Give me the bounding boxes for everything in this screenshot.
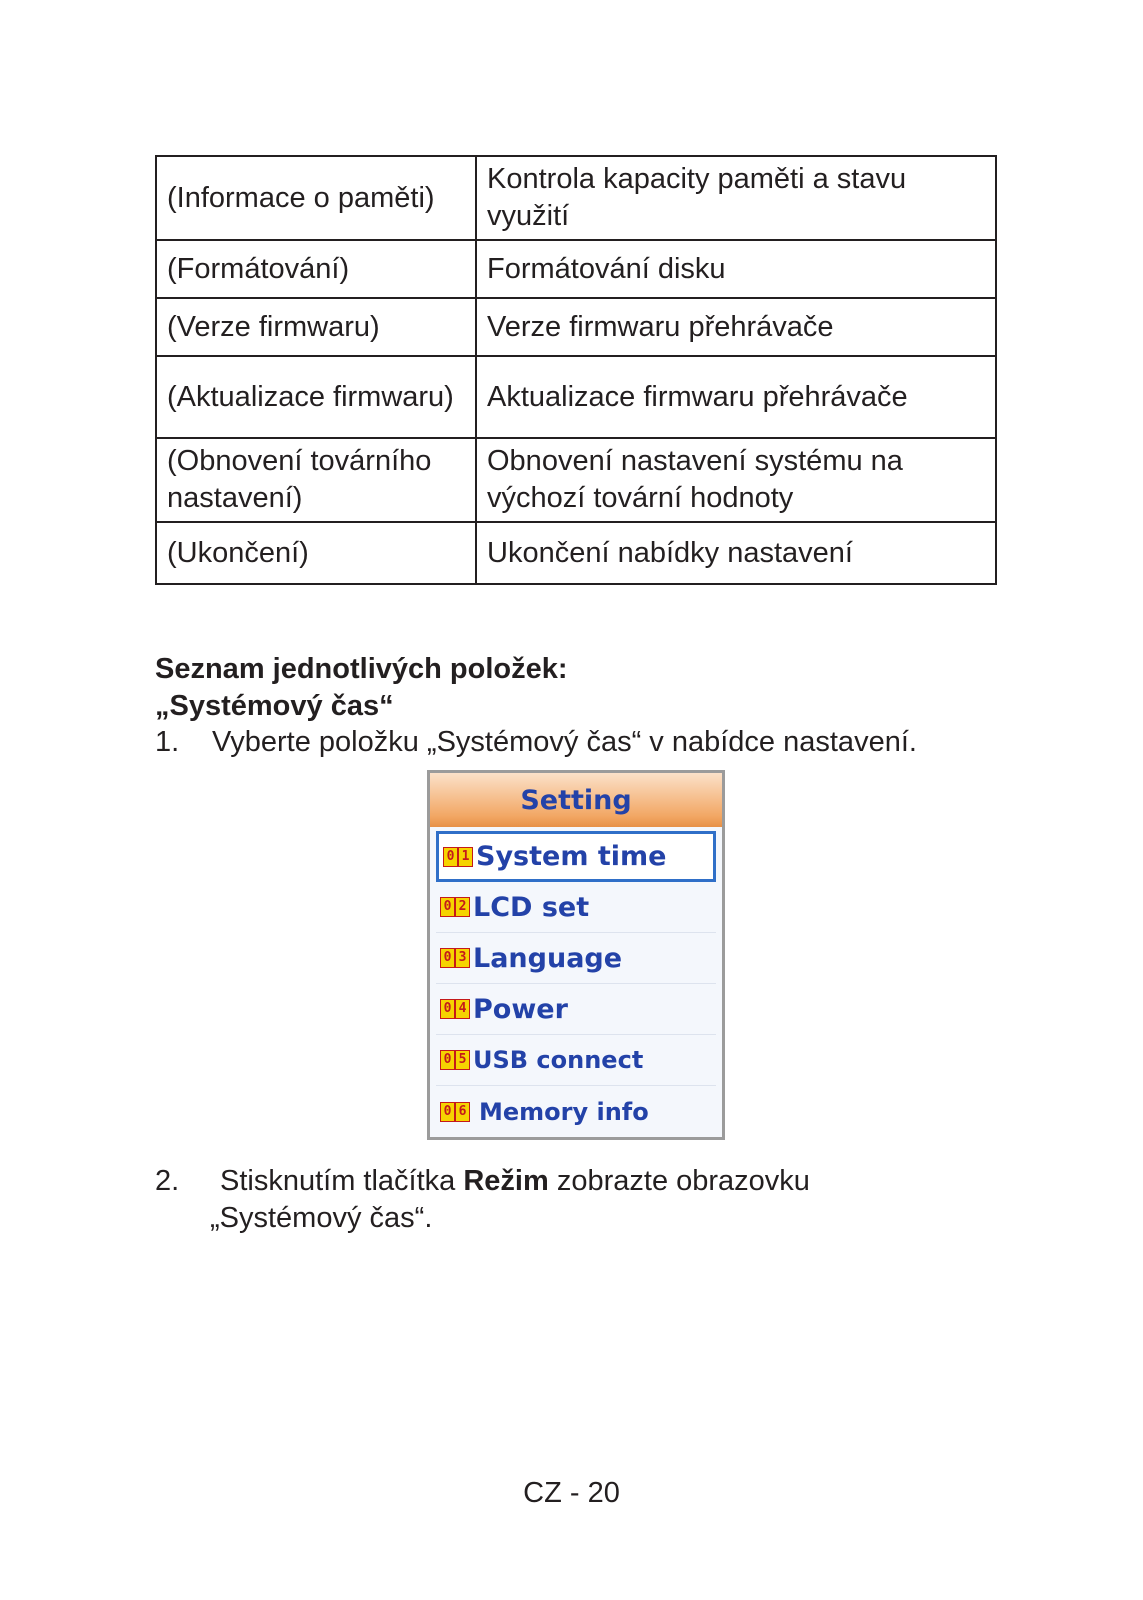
section-subheading: „Systémový čas“: [155, 690, 394, 722]
step-number: 1.: [155, 726, 180, 758]
table-cell-item: (Verze firmwaru): [156, 298, 476, 356]
section-heading: [155, 651, 568, 725]
menu-item-label: Language: [473, 942, 623, 974]
page-number: CZ - 20: [523, 1477, 620, 1509]
table-row: [156, 522, 996, 584]
item-number-badge: 0 3: [440, 948, 470, 968]
table-cell-item: (Obnovení továrního nastavení): [156, 438, 476, 522]
menu-item-language: [436, 933, 716, 984]
settings-menu-table: [155, 155, 997, 585]
device-settings-screenshot: [427, 770, 725, 1140]
item-number-badge: 0 1: [443, 847, 473, 867]
step-1: [155, 724, 997, 761]
step-2: [155, 1163, 997, 1237]
table-cell-description: Kontrola kapacity paměti a stavu využití: [476, 156, 996, 240]
table-cell-description: Verze firmwaru přehrávače: [476, 298, 996, 356]
menu-item-label: USB connect: [473, 1046, 644, 1074]
table-cell-description: Aktualizace firmwaru přehrávače: [476, 356, 996, 438]
section-heading-line1: Seznam jednotlivých položek:: [155, 653, 568, 685]
menu-item-label: LCD set: [473, 891, 590, 923]
menu-item-label: Power: [473, 993, 568, 1025]
item-number-badge: 0 6: [440, 1102, 470, 1122]
item-number-badge: 0 5: [440, 1050, 470, 1070]
table-cell-description: Formátování disku: [476, 240, 996, 298]
menu-item-system-time: [436, 831, 716, 882]
menu-item-label: Memory info: [479, 1097, 649, 1126]
table-cell-item: (Formátování): [156, 240, 476, 298]
screen-menu-list: [430, 827, 722, 1137]
step-text: Stisknutím tlačítka Režim zobrazte obrazovku: [220, 1165, 810, 1197]
table-cell-item: (Ukončení): [156, 522, 476, 584]
item-number-badge: 0 2: [440, 897, 470, 917]
step-text-line2: „Systémový čas“.: [210, 1202, 433, 1234]
table-cell-item: (Aktualizace firmwaru): [156, 356, 476, 438]
menu-item-usb-connect: [436, 1035, 716, 1086]
menu-item-memory-info: [436, 1086, 716, 1137]
table-row: [156, 240, 996, 298]
step-text: Vyberte položku „Systémový čas“ v nabídce nastavení.: [212, 726, 917, 758]
menu-item-lcd-set: [436, 882, 716, 933]
table-row: [156, 156, 996, 240]
button-name-mode: Režim: [463, 1165, 549, 1197]
item-number-badge: 0 4: [440, 999, 470, 1019]
table-cell-item: (Informace o paměti): [156, 156, 476, 240]
table-cell-description: Obnovení nastavení systému na výchozí tovární hodnoty: [476, 438, 996, 522]
menu-item-label: System time: [476, 841, 667, 872]
screen-title: Setting: [430, 773, 722, 827]
table-cell-description: Ukončení nabídky nastavení: [476, 522, 996, 584]
table-row: [156, 356, 996, 438]
table-row: [156, 298, 996, 356]
table-row: [156, 438, 996, 522]
menu-item-power: [436, 984, 716, 1035]
step-number: 2.: [155, 1165, 180, 1197]
